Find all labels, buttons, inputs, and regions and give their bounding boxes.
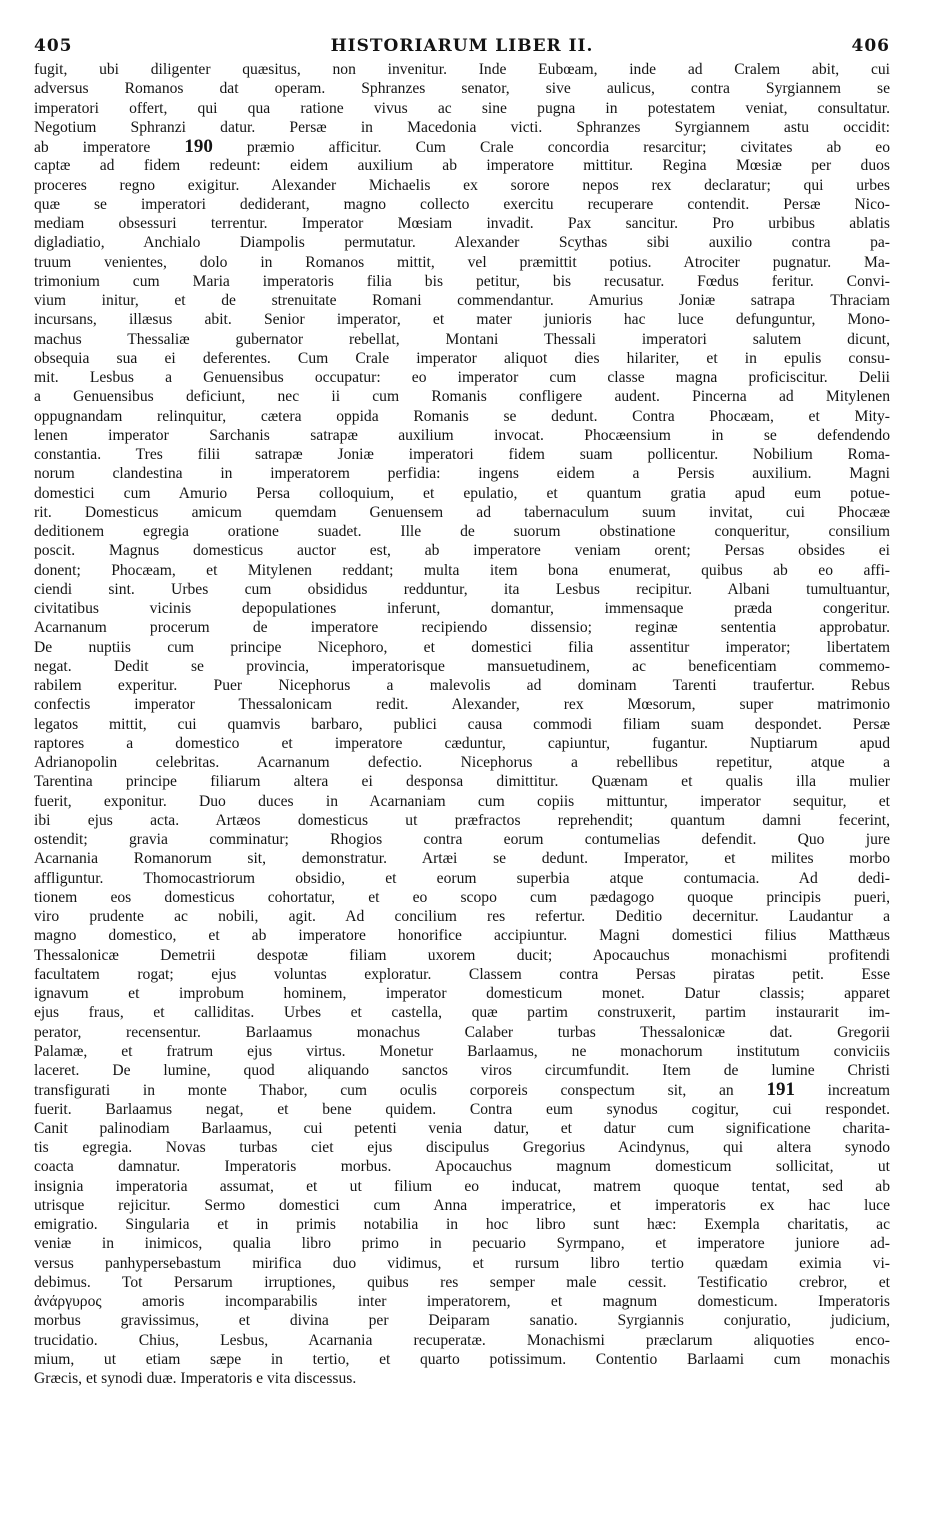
text-line: deditionem egregia oratione suadet. Ille de suorum obstinatione conqueritur, consilium [34,523,890,540]
text-line: De nuptiis cum principe Nicephoro, et domestici filia assentitur imperator; libertatem [34,638,890,656]
text-line: captæ ad fidem redeunt: eidem auxilium ab imperatore mittitur. Regina Mœsiæ per duos [34,157,890,175]
text-line: ignavum et improbum hominem, imperator domesticum monet. Datur classis; apparet [34,985,890,1002]
text-line: Adrianopolin celebritas. Acarnanum defectio. Nicephorus a rebellibus repetitur, atque a [34,754,890,771]
text-line: Græcis, et synodi duæ. Imperatoris e vita discessus. [34,1370,357,1387]
text-line: obsequia sua ei deferentes. Cum Crale imperator aliquot dies hilariter, et in epulis consu- [34,349,890,367]
text-line: rabilem experitur. Puer Nicephorus a malevolis ad dominam Tarenti traufertur. Rebus [34,677,890,694]
text-line: quæ se imperatori dediderant, magno collecto exercitu recuperare contendit. Persæ Nico- [34,195,890,213]
document-page [34,30,890,1388]
text-line: rit. Domesticus amicum quemdam Genuensem ad tabernaculum suum invitat, cui Phocææ [34,503,890,521]
text-line: affliguntur. Thomocastriorum obsidio, et eorum superbia atque contumacia. Ad dedi- [34,869,890,887]
text-line: Acarnania Romanorum sit, demonstratur. Artæi se dedunt. Imperator, et milites morbo [34,850,890,868]
text-line: ostendit; gravia comminatur; Rhogios contra eorum contumelias defendit. Quo jure [34,831,890,848]
text-line: mediam obsessuri terrentur. Imperator Mœsiam invadit. Pax sancitur. Pro urbibus ablatis [34,215,890,232]
text-line: vium initur, et de strenuitate Romani commendantur. Amurius Joniæ satrapa Thraciam [34,292,890,309]
text-line: norum clandestina in imperatorem perfidia: ingens eidem a Persis auxilium. Magni [34,465,890,483]
text-line: raptores a domestico et imperatore cæduntur, capiuntur, fugantur. Nuptiarum apud [34,734,890,752]
text-line: Thessalonicæ Demetrii despotæ filiam uxorem ducit; Apocauchus monachismi profitendi [34,946,890,964]
text-line: legatos mittit, cui quamvis barbaro, publici causa commodi filiam suam despondet. Persæ [34,715,890,733]
text-line: trimonium cum Maria imperatoris filia bis petitur, bis recusatur. Fœdus feritur. Convi- [34,272,890,290]
text-line: morbus gravissimus, et divina per Deiparam sanatio. Syrgiannis conjuratio, judicium, [34,1312,890,1330]
text-line: mit. Lesbus a Genuensibus occupatur: eo imperator cum classe magna proficiscitur. Delii [34,369,890,386]
text-line: negat. Dedit se provincia, imperatorisque mansuetudinem, ac beneficentiam commemo- [34,657,890,675]
text-line: ejus fraus, et calliditas. Urbes et castella, quæ partim construxerit, partim instaurarit im- [34,1004,890,1022]
text-line: lenen imperator Sarchanis satrapæ auxilium invocat. Phocæensium in se defendendo [34,426,890,444]
text-line: adversus Romanos dat operam. Sphranzes senator, sive aulicus, contra Syrgiannem se [34,80,890,98]
text-line: oppugnandam relinquitur, cætera oppida Romanis se dedunt. Contra Phocæam, et Mity- [34,407,890,425]
text-line: ἀνάργυρος amoris incomparabilis inter imperatorem, et magnum domesticum. Imperatoris [34,1293,890,1310]
text-line: facultatem rogat; ejus voluntas exploratur. Classem contra Persas piratas petit. Esse [34,965,890,983]
text-line: ibi ejus acta. Artæos domesticus ut præfractos reprehendit; quantum damni fecerint, [34,811,890,829]
text-line: Negotium Sphranzi datur. Persæ in Macedonia victi. Sphranzes Syrgiannem astu occidit: [34,118,890,136]
summary-paragraph [34,60,890,1388]
text-line: ab imperatore 190 præmio afficitur. Cum Crale concordia resarcitur; civitates ab eo [34,137,890,157]
text-line: magno domestico, et ab imperatore honorifice accipiuntur. Magni domestici filius Matthæus [34,927,890,945]
text-line: truum venientes, dolo in Romanos mittit, vel præmittit potius. Atrociter pugnatur. Ma- [34,253,890,271]
text-line: transfigurati in monte Thabor, cum oculis corporeis conspectum sit, an 191 increatum [34,1080,890,1100]
text-line: domestici cum Amurio Persa colloquium, et epulatio, et quantum gratia apud eum potue- [34,484,890,502]
text-line: utrisque rejicitur. Sermo domestici cum Anna imperatrice, et imperatoris ex hac luce [34,1196,890,1214]
text-line: civitatibus vicinis depopulationes inferunt, domantur, immensaque præda congeritur. [34,600,890,617]
text-line: donent; Phocæam, et Mitylenen reddant; multa item bona enumerat, quibus ab eo affi- [34,561,890,579]
text-line: debimus. Tot Persarum irruptiones, quibus res semper male cessit. Testificatio crebror, et [34,1273,890,1291]
text-line: perator, recensentur. Barlaamus monachus Calaber turbas Thessalonicæ dat. Gregorii [34,1023,890,1041]
text-line: fugit, ubi diligenter quæsitus, non invenitur. Inde Eubœam, inde ad Cralem abit, cui [34,61,890,78]
text-line: laceret. De lumine, quod aliquando sanctos viros circumfundit. Item de lumine Christi [34,1062,890,1079]
text-line: imperatori offert, qui qua ratione vivus ac sine pugna in potestatem veniat, consultatur. [34,99,890,117]
text-line: constantia. Tres filii satrapæ Joniæ imperatori fidem suam pollicentur. Nobilium Roma- [34,446,890,463]
text-line: fuerit, exponitur. Duo duces in Acarnaniam cum copiis mittuntur, imperator sequitur, et [34,792,890,810]
text-line: insignia imperatoria assumat, et ut filium eo inducat, matrem quoque tentat, sed ab [34,1177,890,1195]
page-number-right: 406 [851,36,890,56]
text-line: trucidatio. Chius, Lesbus, Acarnania recuperatæ. Monachismi præclarum aliquoties enco- [34,1331,890,1349]
text-line: incursans, illæsus abit. Senior imperator, et mater junioris hac luce defunguntur, Mono- [34,311,890,329]
running-header [34,30,890,60]
text-line: veniæ in inimicos, qualia libro primo in pecuario Syrmpano, et imperatore juniore ad- [34,1235,890,1253]
text-line: digladiatio, Anchialo Diampolis permutatur. Alexander Scythas sibi auxilio contra pa- [34,234,890,252]
marginal-number: 191 [766,1080,795,1100]
running-title: HISTORIARUM LIBER II. [330,36,594,56]
text-line: machus Thessaliæ gubernator rebellat, Montani Thessali imperatori salutem dicunt, [34,330,890,348]
text-line: tis egregia. Novas turbas ciet ejus discipulus Gregorius Acindynus, qui altera synodo [34,1139,890,1156]
text-line: coacta damnatur. Imperatoris morbus. Apocauchus magnum domesticum sollicitat, ut [34,1158,890,1176]
text-line: poscit. Magnus domesticus auctor est, ab imperatore veniam orent; Persas obsides ei [34,542,890,560]
text-line: viro prudente ac nobili, agit. Ad concilium res refertur. Deditio decernitur. Laudantur a [34,908,890,925]
text-line: tionem eos domesticus cohortatur, et eo scopo cum pædagogo quoque principis pueri, [34,888,890,906]
text-line: emigratio. Singularia et in primis notabilia in hoc libro sunt hæc: Exempla charitatis, ac [34,1216,890,1233]
text-line: ciendi sint. Urbes cum obsididus redduntur, ita Lesbus recipitur. Albani tumultuantur, [34,580,890,598]
text-line: fuerit. Barlaamus negat, et bene quidem. Contra eum synodus cogitur, cui respondet. [34,1100,890,1118]
text-line: versus panhypersebastum mirifica duo vidimus, et rursum libro tertio quædam eximia vi- [34,1254,890,1272]
page-number-left: 405 [34,36,73,56]
text-line: mium, ut etiam sæpe in tertio, et quarto potissimum. Contentio Barlaami cum monachis [34,1350,890,1368]
marginal-number: 190 [184,137,213,157]
text-line: Canit palinodiam Barlaamus, cui petenti venia datur, et datur cum significatione charita- [34,1119,890,1137]
text-line: confectis imperator Thessalonicam redit. Alexander, rex Mœsorum, super matrimonio [34,696,890,714]
text-line: Acarnanum procerum de imperatore recipiendo dissensio; reginæ sententia approbatur. [34,619,890,637]
text-line: proceres regno exigitur. Alexander Michaelis ex sorore nepos rex declaratur; qui urbes [34,176,890,194]
text-line: Tarentina principe filiarum altera ei desponsa dimittitur. Quænam et qualis illa mulier [34,773,890,791]
text-line: Palamæ, et fratrum ejus virtus. Monetur Barlaamus, ne monachorum institutum conviciis [34,1042,890,1060]
text-line: a Genuensibus deficiunt, nec ii cum Romanis confligere audent. Pincerna ad Mitylenen [34,388,890,406]
